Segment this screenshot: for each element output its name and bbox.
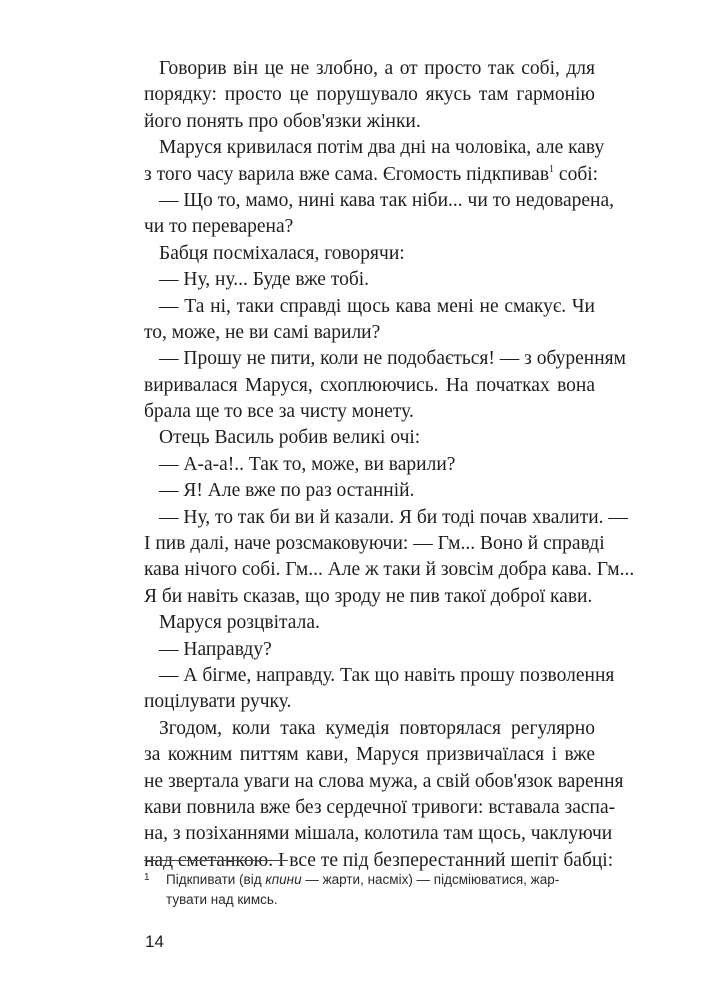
line-text: поцілувати ручку. xyxy=(144,691,292,713)
footnote-line xyxy=(166,870,595,890)
page-body xyxy=(144,56,635,874)
line-text: виривалася Маруся, схоплюючись. На початках вона xyxy=(144,374,595,396)
line-text: — Направду? xyxy=(159,638,272,660)
text-line xyxy=(144,769,624,795)
text-line xyxy=(144,399,595,425)
text-line xyxy=(144,821,613,847)
line-text: з того часу варила вже сама. Єгомость підкпивав xyxy=(144,163,550,185)
text-line xyxy=(144,135,605,161)
text-line xyxy=(144,637,595,663)
line-text: — Та ні, таки справді щось кава мені не смакує. Чи xyxy=(159,295,595,317)
text-line xyxy=(144,425,595,451)
text-line xyxy=(144,584,595,610)
line-text: — А бігме, направду. Так що навіть прошу позволення xyxy=(159,664,615,686)
text-line xyxy=(144,373,595,399)
text-line xyxy=(144,188,615,214)
line-text: на, з позіханнями мішала, колотила там щось, чаклуючи xyxy=(144,823,613,845)
line-text: — Прошу не пити, коли не подобається! — з обуренням xyxy=(159,348,626,370)
text-line xyxy=(144,109,595,135)
footnote-number: 1 xyxy=(144,872,150,883)
line-text: — А-а-а!.. Так то, може, ви варили? xyxy=(159,453,456,475)
line-text: кава нічого собі. Гм... Але ж таки й зовсім добра кава. Гм... xyxy=(144,559,635,581)
text-line xyxy=(144,162,599,188)
text-line xyxy=(144,82,595,108)
line-text: — Що то, мамо, нині кава так ніби... чи то недоварена, xyxy=(159,189,615,211)
line-text: чи то переварена? xyxy=(144,216,294,238)
text-line xyxy=(144,557,635,583)
text-line xyxy=(144,294,595,320)
footnote xyxy=(144,870,595,910)
footnote-text: Підкпивати (від xyxy=(166,872,266,887)
text-line xyxy=(144,689,595,715)
text-line xyxy=(144,795,616,821)
line-text: Я би навіть сказав, що зроду не пив такої доброї кави. xyxy=(144,585,593,607)
line-text: Бабця посміхалася, говорячи: xyxy=(159,242,405,264)
text-line xyxy=(144,56,595,82)
line-text: Маруся розцвітала. xyxy=(159,612,320,634)
line-text: Маруся кривилася потім два дні на чоловіка, але каву xyxy=(159,137,605,159)
text-line xyxy=(144,531,605,557)
line-text: собі: xyxy=(554,163,599,185)
text-line xyxy=(144,346,626,372)
page-number: 14 xyxy=(145,932,164,951)
line-text: над сметанкою. І все те під безперестанний шепіт бабці: xyxy=(144,849,614,871)
text-line xyxy=(144,742,595,768)
line-text: — Ну, ну... Буде вже тобі. xyxy=(159,269,370,291)
text-line xyxy=(144,716,595,742)
line-text: його понять про обов'язки жінки. xyxy=(144,110,421,132)
text-line xyxy=(144,241,595,267)
line-text: — Ну, то так би ви й казали. Я би тоді почав хвалити. — xyxy=(159,506,628,528)
line-text: І пив далі, наче розсмаковуючи: — Гм... Воно й справді xyxy=(144,533,605,555)
line-text: — Я! Але вже по раз останній. xyxy=(159,480,415,502)
text-line xyxy=(144,320,595,346)
text-line xyxy=(144,214,595,240)
line-text: порядку: просто це порушувало якусь там гармонію xyxy=(144,84,595,106)
line-text: брала ще то все за чисту монету. xyxy=(144,401,414,423)
line-text: не звертала уваги на слова мужа, а свій обов'язок варення xyxy=(144,770,624,792)
text-line xyxy=(144,478,595,504)
footnote-text: — жарти, насміх) — підсміюватися, жар- xyxy=(301,872,560,887)
line-text: за кожним питтям кави, Маруся призвичаїлася і вже xyxy=(144,744,595,766)
line-text: то, може, не ви самі варили? xyxy=(144,321,381,343)
footnote-body xyxy=(166,870,595,910)
line-text: Говорив він це не злобно, а от просто так собі, для xyxy=(159,58,595,79)
main-text xyxy=(144,56,635,874)
line-text: кави повнила вже без сердечної тривоги: вставала заспа- xyxy=(144,796,616,818)
footnote-italic-term: кпини xyxy=(265,872,302,887)
footnote-line: тувати над кимсь. xyxy=(166,892,278,907)
line-text: Згодом, коли така кумедія повторялася регулярно xyxy=(159,717,595,739)
text-line xyxy=(144,267,595,293)
text-line xyxy=(144,505,628,531)
text-line xyxy=(144,452,595,478)
line-text: Отець Василь робив великі очі: xyxy=(159,427,421,449)
footnote-reference: 1 xyxy=(549,163,555,175)
text-line xyxy=(144,610,595,636)
footnote-divider xyxy=(144,860,288,861)
text-line xyxy=(144,663,615,689)
